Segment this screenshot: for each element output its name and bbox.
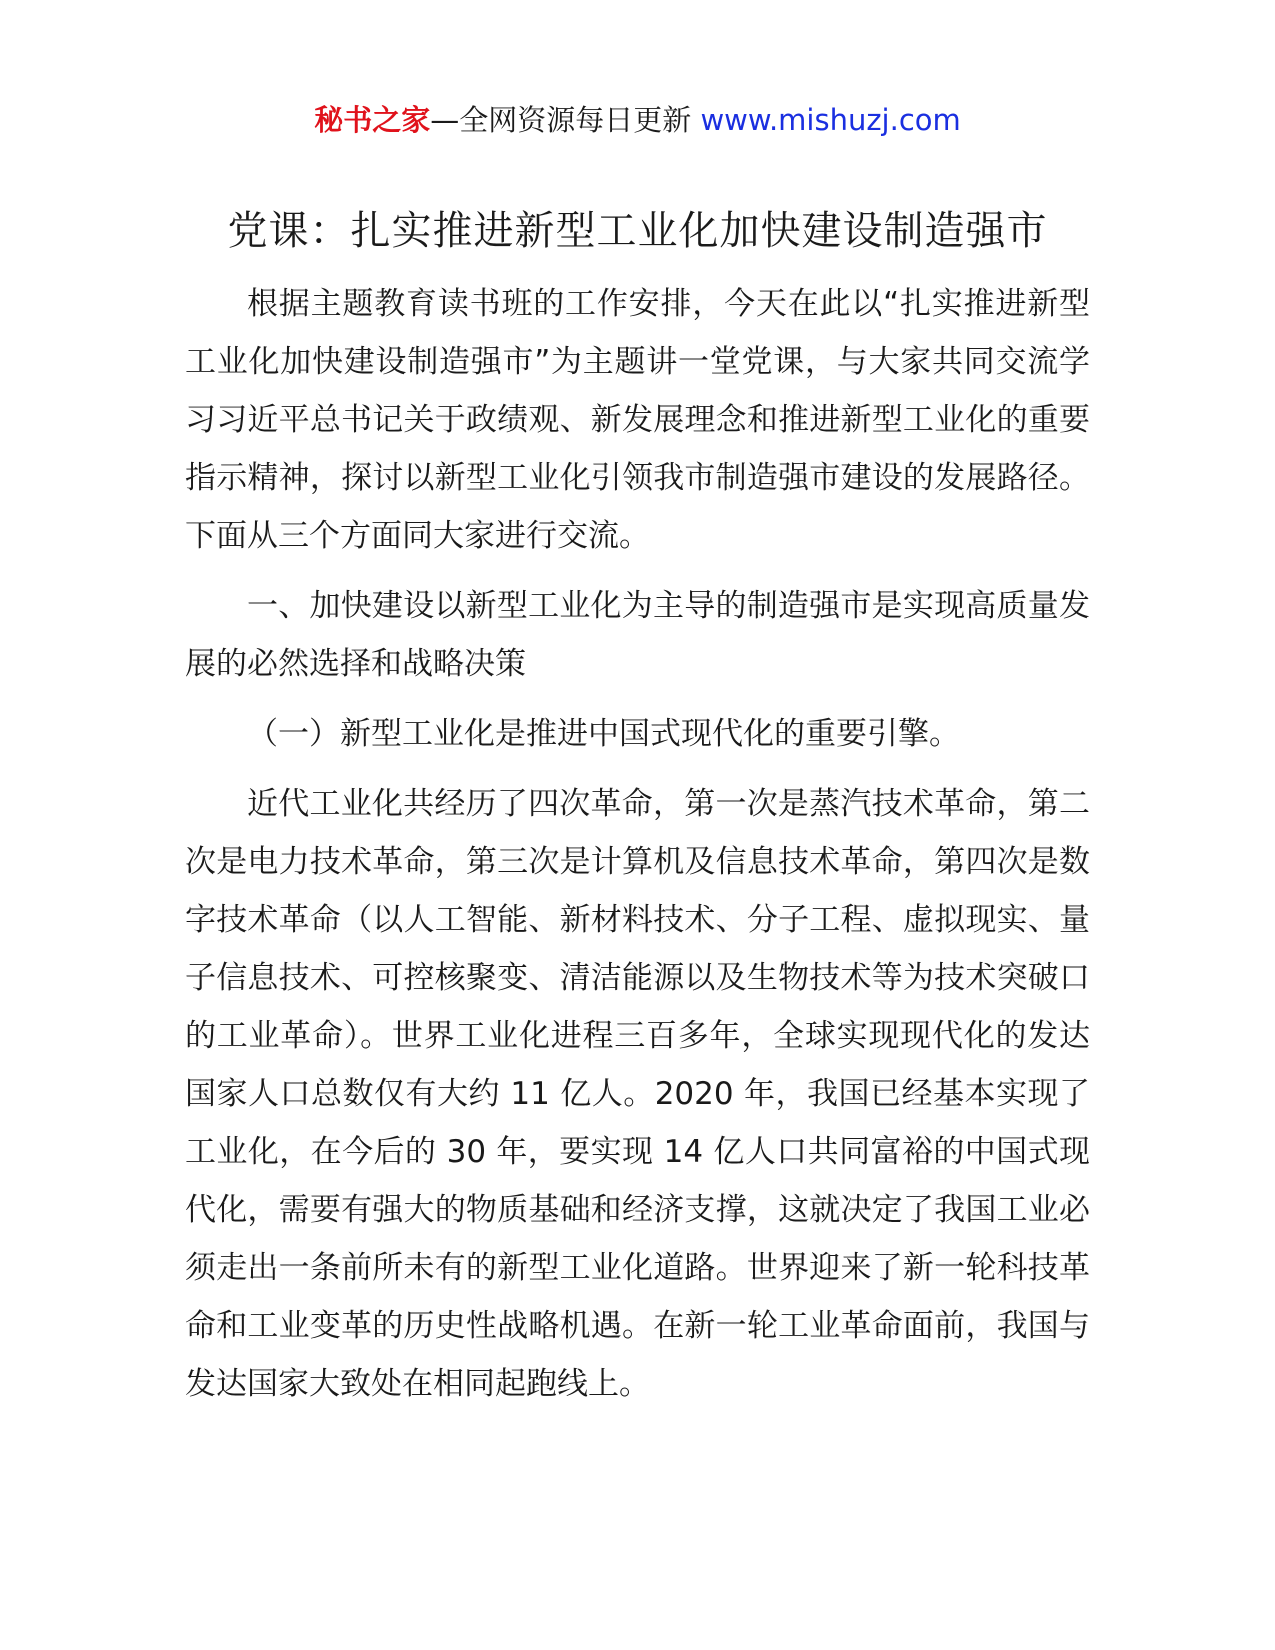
site-url-link[interactable]: www.mishuzj.com xyxy=(700,103,961,137)
section-heading-1: 一、加快建设以新型工业化为主导的制造强市是实现高质量发展的必然选择和战略决策 xyxy=(185,588,1090,682)
brand-name: 秘书之家 xyxy=(314,103,431,137)
paragraph-body-1: 近代工业化共经历了四次革命，第一次是蒸汽技术革命，第二次是电力技术革命，第三次是计算机及信息技术革命，第四次是数字技术革命（以人工智能、新材料技术、分子工程、虚拟现实、量子信息技术、可控核聚变、清洁能源以及生物技术等为技术突破口的工业革命）。世界工业化进程三百多年，全球实现现代化的发达国家人口总数仅有大约 11 亿人。2020 年，我国已经基本实现了工业化，在今后的 30 年，要实现 14 亿人口共同富裕的中国式现代化，需要有强大的物质基础和经济支撑，这就决定了我国工业必须走出一条前所未有的新型工业化道路。世界迎来了新一轮科技革命和工业变革的历史性战略机遇。在新一轮工业革命面前，我国与发达国家大致处在相同起跑线上。 xyxy=(185,786,1090,1402)
paragraph-intro: 根据主题教育读书班的工作安排，今天在此以“扎实推进新型工业化加快建设制造强市”为主题讲一堂党课，与大家共同交流学习习近平总书记关于政绩观、新发展理念和推进新型工业化的重要指示精神，探讨以新型工业化引领我市制造强市建设的发展路径。下面从三个方面同大家进行交流。 xyxy=(185,286,1090,554)
subsection-heading-1-1: （一）新型工业化是推进中国式现代化的重要引擎。 xyxy=(247,716,960,752)
document-body xyxy=(185,275,1090,1413)
document-title: 党课：扎实推进新型工业化加快建设制造强市 xyxy=(227,208,1048,254)
site-header xyxy=(0,100,1275,140)
header-tagline: —全网资源每日更新 xyxy=(430,103,701,137)
